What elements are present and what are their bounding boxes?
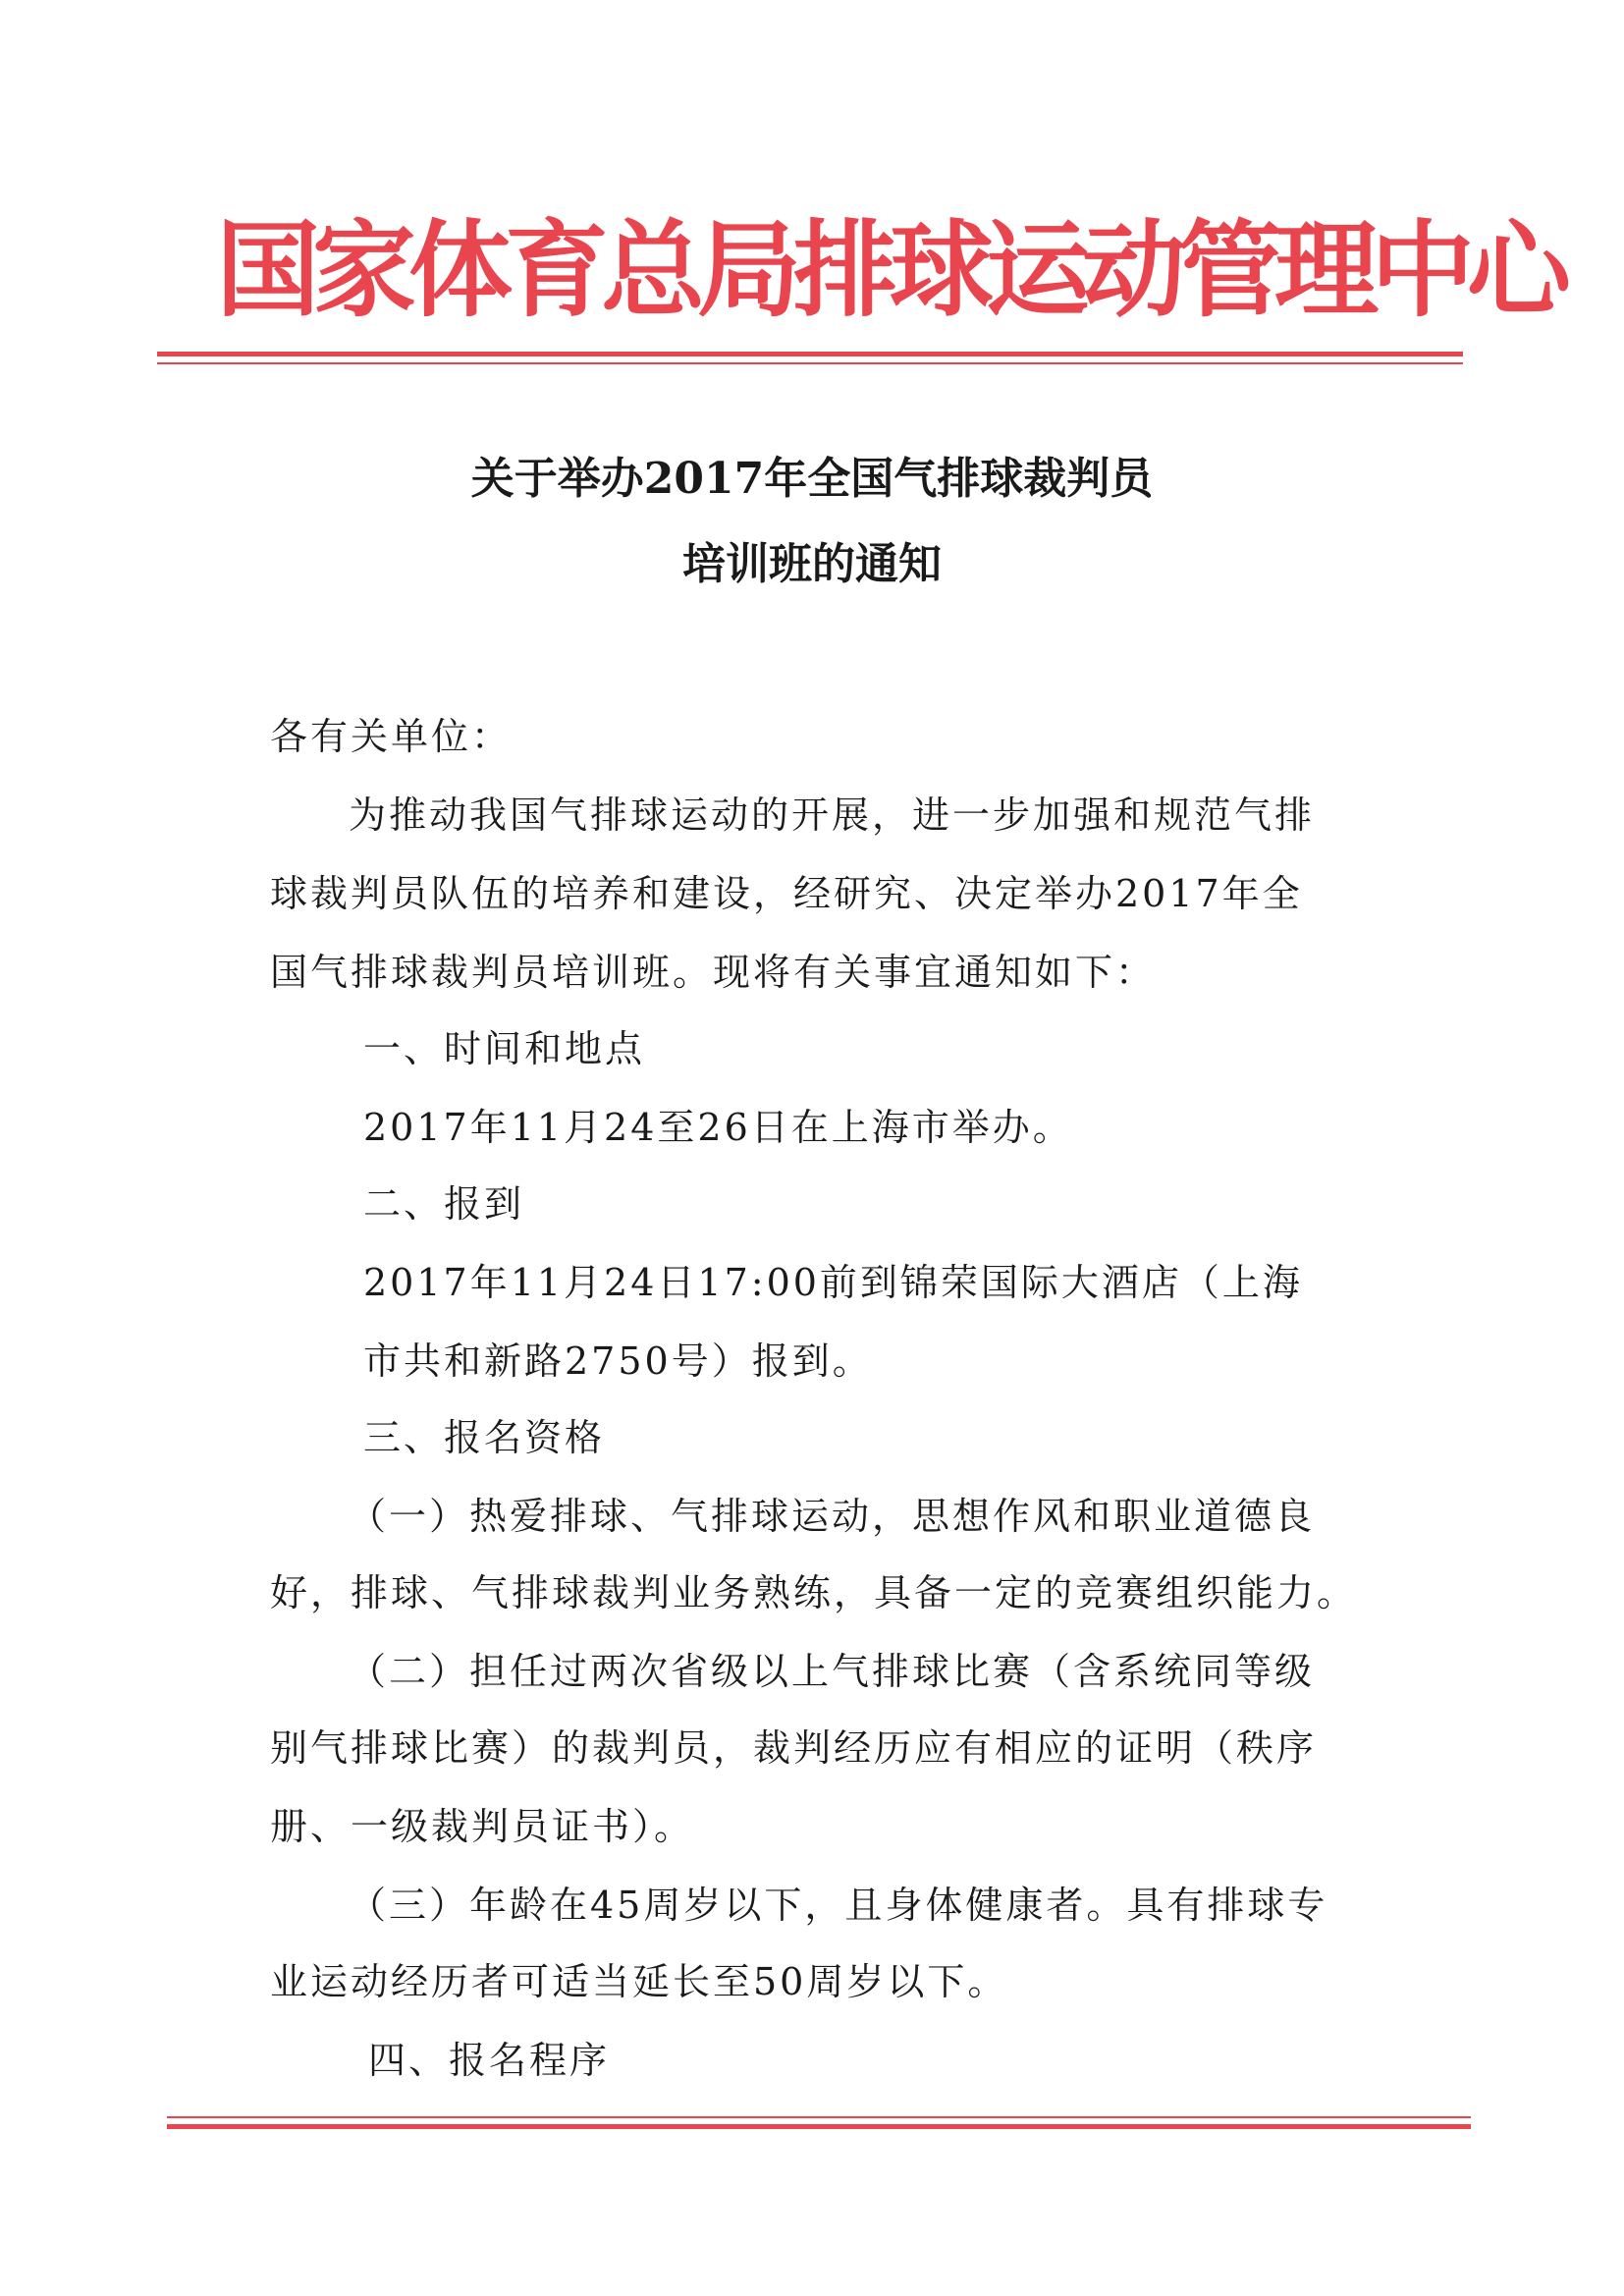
section-1-heading: 一、时间和地点 bbox=[363, 1027, 646, 1070]
section-1-text: 2017年11月24至26日在上海市举办。 bbox=[363, 1106, 1073, 1149]
salutation: 各有关单位： bbox=[270, 715, 513, 758]
letterhead-rule-top-thick bbox=[157, 352, 1463, 356]
section-3-item-2-line-1: （二）担任过两次省级以上气排球比赛（含系统同等级 bbox=[349, 1650, 1316, 1693]
footer-rule-thick bbox=[167, 2124, 1471, 2129]
section-3-heading: 三、报名资格 bbox=[363, 1416, 606, 1459]
section-2-text-line-1: 2017年11月24日17:00前到锦荣国际大酒店（上海 bbox=[363, 1261, 1303, 1304]
section-3-item-2-line-2: 别气排球比赛）的裁判员，裁判经历应有相应的证明（秩序 bbox=[270, 1726, 1318, 1770]
section-2-heading: 二、报到 bbox=[363, 1182, 525, 1226]
document-title-line-1: 关于举办2017年全国气排球裁判员 bbox=[470, 454, 1154, 504]
document-title-line-2: 培训班的通知 bbox=[682, 539, 942, 589]
intro-line-3: 国气排球裁判员培训班。现将有关事宜通知如下： bbox=[270, 951, 1157, 994]
intro-line-1: 为推动我国气排球运动的开展，进一步加强和规范气排 bbox=[349, 793, 1316, 837]
footer-rule-thin bbox=[167, 2116, 1471, 2118]
section-2-text-line-2: 市共和新路2750号）报到。 bbox=[363, 1339, 873, 1383]
section-4-heading: 四、报名程序 bbox=[368, 2039, 611, 2082]
section-3-item-1-line-1: （一）热爱排球、气排球运动，思想作风和职业道德良 bbox=[349, 1495, 1316, 1538]
letterhead-rule-top-thin bbox=[157, 362, 1463, 364]
intro-line-2: 球裁判员队伍的培养和建设，经研究、决定举办2017年全 bbox=[270, 872, 1303, 915]
section-3-item-1-line-2: 好，排球、气排球裁判业务熟练，具备一定的竞赛组织能力。 bbox=[270, 1571, 1358, 1614]
section-3-item-3-line-2: 业运动经历者可适当延长至50周岁以下。 bbox=[270, 1960, 1008, 2003]
letterhead-title: 国家体育总局排球运动管理中心 bbox=[216, 208, 1563, 331]
section-3-item-2-line-3: 册、一级裁判员证书）。 bbox=[270, 1805, 695, 1848]
section-3-item-3-line-1: （三）年龄在45周岁以下，且身体健康者。具有排球专 bbox=[349, 1884, 1328, 1927]
